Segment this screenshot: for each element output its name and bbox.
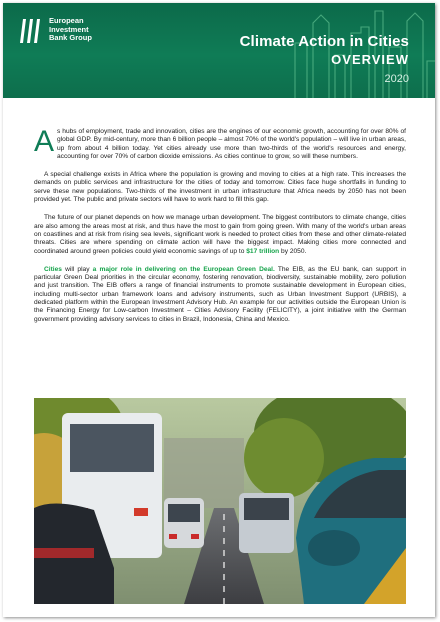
org-name-line2: Investment [49, 24, 89, 34]
paragraph-3 [34, 214, 406, 255]
paragraph-4 [34, 266, 406, 324]
paragraph-4-text: The EIB, as the EU bank, can support in particular Green Deal priorities in the circular economy, fostering renovation, biodiversity, sustainable mobility, zero pollution and just transition. The EIB offers a range of financial instruments to promote sustainable development in European cities, including multi-sector urban framework loans and advisory instruments, such as Urban Investment Support (URBIS), a dedicated platform within the European Investment Advisory Hub. An example for our activities outside the European Union is the Financing Energy for Low-carbon Investment – Cities Advisory Facility (FELICITY), a joint initiative with the German government providing advisory services to cities in Brazil, Indonesia, China and Mexico. [34, 265, 407, 323]
paragraph-2: A special challenge exists in Africa where the population is growing and moving to cities at a high rate. This increases the demands on public services and infrastructure for the cities of today and tomorrow. Cities face huge shortfalls in funding to serve these new populations. Two-thirds of the investment in urban infrastructure that Africa needs by 2050 has not been provided yet. The public and private sectors will have to work hard to fill this gap. [34, 171, 406, 204]
article-body [34, 125, 407, 334]
document-page [3, 3, 435, 617]
title-block [240, 33, 409, 86]
eib-logo-mark-icon [19, 17, 43, 43]
traffic-photo [34, 398, 406, 604]
org-name-line1: European [49, 16, 84, 25]
org-name-line3: Bank Group [49, 33, 92, 42]
paragraph-1 [34, 125, 406, 161]
publication-year: 2020 [384, 73, 409, 85]
header-banner [3, 3, 435, 98]
paragraph-3-text: The future of our planet depends on how we manage urban development. The biggest contributors to climate change, cities are also among the areas most at risk, and thus have the most to gain from going green. With many of the world's urban areas on coastlines and at risk from rising sea levels, significant work is needed to protect cities from these and other climate-related threats. Cities are where spending on climate action will have the biggest impact. Making cities more connected and coordinated around green policies could yield economic savings of up to [34, 214, 406, 255]
highlight-cities: Cities [44, 265, 62, 273]
org-name [49, 17, 92, 43]
paragraph-1-text: s hubs of employment, trade and innovation, cities are the engines of our economic growth, accounting for over 80% of global GDP. By mid-century, more than 6 billion people – almost 70% of the world's population – will live in urban areas, up from about 4 billion today. Yet cities already use more than two-thirds of the world's resources and energy, accounting for over 70% of carbon dioxide emissions. As cities continue to grow, so will these numbers. [57, 128, 406, 160]
eib-logo [19, 17, 92, 43]
paragraph-4-mid: will play [61, 265, 93, 273]
page-title: Climate Action in Cities [239, 33, 409, 50]
drop-cap: A [34, 125, 55, 158]
page-subtitle: OVERVIEW [331, 52, 409, 67]
highlight-savings: $17 trillion [246, 247, 280, 255]
paragraph-3-end: by 2050. [279, 247, 307, 255]
highlight-green-deal: a major role in delivering on the European Green Deal. [92, 265, 275, 273]
